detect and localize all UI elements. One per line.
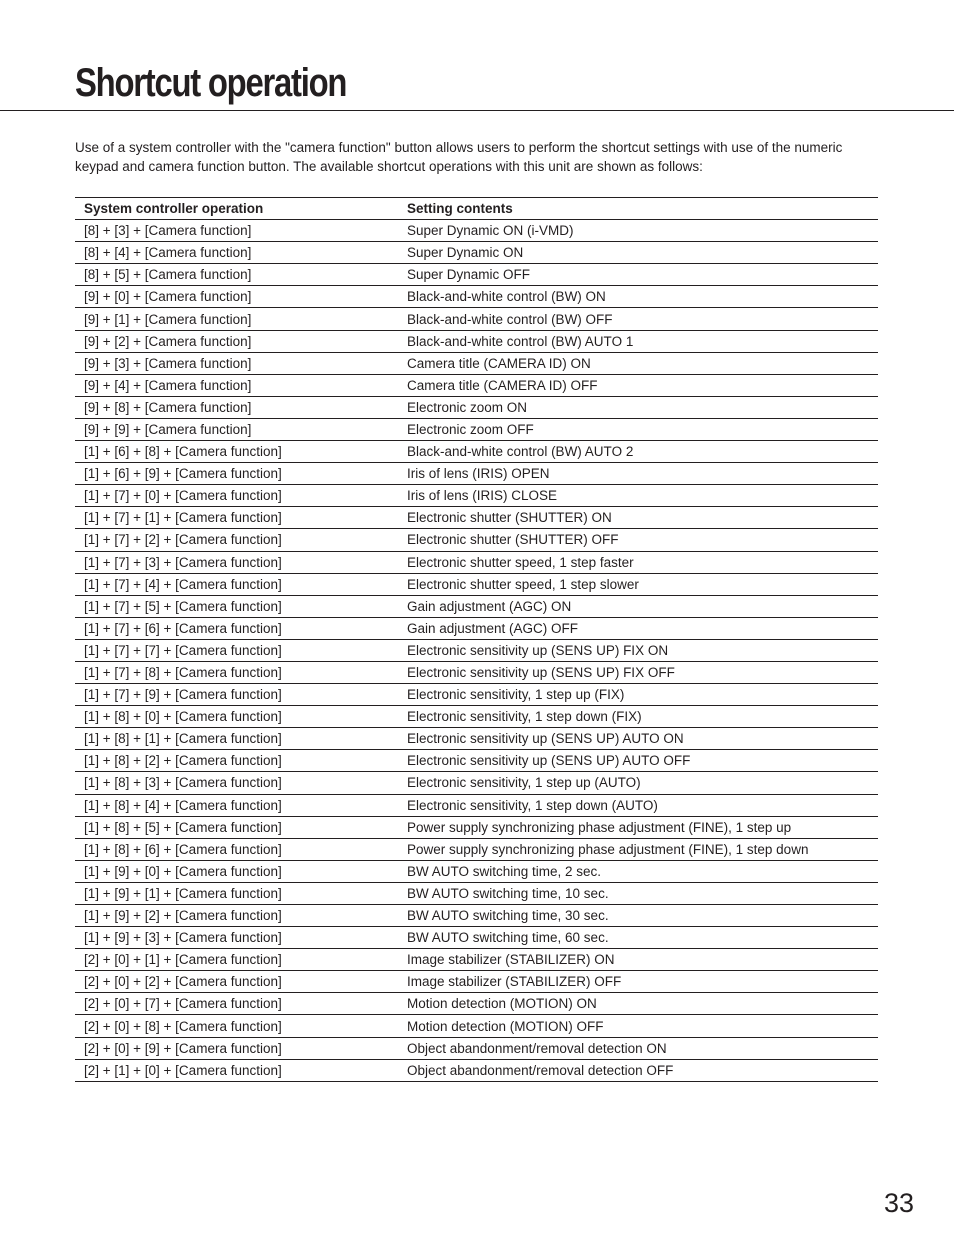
setting-cell: Electronic sensitivity up (SENS UP) AUTO OFF: [398, 750, 878, 772]
table-row: [75, 485, 878, 507]
setting-cell: Electronic sensitivity, 1 step up (FIX): [398, 684, 878, 706]
table-row: [75, 838, 878, 860]
operation-cell: [2] + [0] + [9] + [Camera function]: [75, 1037, 398, 1059]
table-row: [75, 1015, 878, 1037]
table-row: [75, 949, 878, 971]
operation-cell: [1] + [7] + [2] + [Camera function]: [75, 529, 398, 551]
setting-cell: Black-and-white control (BW) OFF: [398, 308, 878, 330]
table-row: [75, 684, 878, 706]
operation-cell: [9] + [8] + [Camera function]: [75, 396, 398, 418]
table-row: [75, 639, 878, 661]
table-row: [75, 330, 878, 352]
table-row: [75, 573, 878, 595]
column-header-operation: System controller operation: [75, 198, 398, 220]
setting-cell: Black-and-white control (BW) AUTO 1: [398, 330, 878, 352]
setting-cell: Motion detection (MOTION) ON: [398, 993, 878, 1015]
table-row: [75, 617, 878, 639]
operation-cell: [9] + [3] + [Camera function]: [75, 352, 398, 374]
setting-cell: Electronic sensitivity, 1 step down (FIX): [398, 706, 878, 728]
operation-cell: [1] + [9] + [3] + [Camera function]: [75, 927, 398, 949]
table-row: [75, 905, 878, 927]
operation-cell: [1] + [7] + [1] + [Camera function]: [75, 507, 398, 529]
operation-cell: [1] + [7] + [0] + [Camera function]: [75, 485, 398, 507]
table-row: [75, 927, 878, 949]
setting-cell: BW AUTO switching time, 60 sec.: [398, 927, 878, 949]
operation-cell: [9] + [4] + [Camera function]: [75, 374, 398, 396]
table-row: [75, 1059, 878, 1081]
table-row: [75, 286, 878, 308]
operation-cell: [1] + [8] + [1] + [Camera function]: [75, 728, 398, 750]
setting-cell: Super Dynamic OFF: [398, 264, 878, 286]
operation-cell: [9] + [9] + [Camera function]: [75, 418, 398, 440]
setting-cell: Iris of lens (IRIS) OPEN: [398, 463, 878, 485]
setting-cell: Electronic shutter (SHUTTER) ON: [398, 507, 878, 529]
setting-cell: Electronic sensitivity up (SENS UP) AUTO ON: [398, 728, 878, 750]
setting-cell: Power supply synchronizing phase adjustment (FINE), 1 step down: [398, 838, 878, 860]
operation-cell: [1] + [9] + [2] + [Camera function]: [75, 905, 398, 927]
setting-cell: Image stabilizer (STABILIZER) OFF: [398, 971, 878, 993]
setting-cell: Electronic zoom ON: [398, 396, 878, 418]
setting-cell: Object abandonment/removal detection ON: [398, 1037, 878, 1059]
setting-cell: Iris of lens (IRIS) CLOSE: [398, 485, 878, 507]
operation-cell: [1] + [8] + [3] + [Camera function]: [75, 772, 398, 794]
operation-cell: [2] + [0] + [1] + [Camera function]: [75, 949, 398, 971]
setting-cell: BW AUTO switching time, 30 sec.: [398, 905, 878, 927]
setting-cell: Gain adjustment (AGC) ON: [398, 595, 878, 617]
table-row: [75, 706, 878, 728]
setting-cell: Electronic shutter speed, 1 step slower: [398, 573, 878, 595]
operation-cell: [9] + [2] + [Camera function]: [75, 330, 398, 352]
operation-cell: [2] + [0] + [8] + [Camera function]: [75, 1015, 398, 1037]
page-number: 33: [883, 1188, 914, 1218]
operation-cell: [9] + [0] + [Camera function]: [75, 286, 398, 308]
operation-cell: [1] + [8] + [6] + [Camera function]: [75, 838, 398, 860]
setting-cell: Electronic sensitivity, 1 step down (AUTO): [398, 794, 878, 816]
table-row: [75, 529, 878, 551]
table-row: [75, 993, 878, 1015]
setting-cell: Image stabilizer (STABILIZER) ON: [398, 949, 878, 971]
operation-cell: [1] + [7] + [5] + [Camera function]: [75, 595, 398, 617]
operation-cell: [1] + [7] + [8] + [Camera function]: [75, 661, 398, 683]
table-row: [75, 971, 878, 993]
operation-cell: [8] + [4] + [Camera function]: [75, 242, 398, 264]
operation-cell: [1] + [9] + [1] + [Camera function]: [75, 882, 398, 904]
setting-cell: Electronic zoom OFF: [398, 418, 878, 440]
setting-cell: Electronic sensitivity, 1 step up (AUTO): [398, 772, 878, 794]
operation-cell: [1] + [6] + [8] + [Camera function]: [75, 441, 398, 463]
operation-cell: [1] + [7] + [9] + [Camera function]: [75, 684, 398, 706]
operation-cell: [1] + [7] + [7] + [Camera function]: [75, 639, 398, 661]
table-row: [75, 352, 878, 374]
table-row: [75, 308, 878, 330]
table-row: [75, 1037, 878, 1059]
table-row: [75, 463, 878, 485]
setting-cell: Black-and-white control (BW) AUTO 2: [398, 441, 878, 463]
operation-cell: [1] + [8] + [2] + [Camera function]: [75, 750, 398, 772]
table-row: [75, 396, 878, 418]
operation-cell: [1] + [7] + [6] + [Camera function]: [75, 617, 398, 639]
setting-cell: Electronic shutter speed, 1 step faster: [398, 551, 878, 573]
setting-cell: BW AUTO switching time, 10 sec.: [398, 882, 878, 904]
operation-cell: [2] + [0] + [2] + [Camera function]: [75, 971, 398, 993]
setting-cell: Object abandonment/removal detection OFF: [398, 1059, 878, 1081]
operation-cell: [1] + [9] + [0] + [Camera function]: [75, 860, 398, 882]
setting-cell: Motion detection (MOTION) OFF: [398, 1015, 878, 1037]
setting-cell: Super Dynamic ON: [398, 242, 878, 264]
table-row: [75, 264, 878, 286]
table-row: [75, 728, 878, 750]
table-row: [75, 772, 878, 794]
table-row: [75, 220, 878, 242]
operation-cell: [1] + [8] + [0] + [Camera function]: [75, 706, 398, 728]
operation-cell: [9] + [1] + [Camera function]: [75, 308, 398, 330]
table-row: [75, 750, 878, 772]
table-row: [75, 551, 878, 573]
column-header-setting: Setting contents: [398, 198, 878, 220]
shortcut-table: [75, 197, 878, 1082]
setting-cell: Gain adjustment (AGC) OFF: [398, 617, 878, 639]
page-title: Shortcut operation: [75, 61, 347, 105]
table-header-row: [75, 198, 878, 220]
setting-cell: Electronic sensitivity up (SENS UP) FIX ON: [398, 639, 878, 661]
operation-cell: [1] + [7] + [3] + [Camera function]: [75, 551, 398, 573]
setting-cell: Electronic sensitivity up (SENS UP) FIX OFF: [398, 661, 878, 683]
setting-cell: Black-and-white control (BW) ON: [398, 286, 878, 308]
setting-cell: Electronic shutter (SHUTTER) OFF: [398, 529, 878, 551]
table-row: [75, 242, 878, 264]
operation-cell: [8] + [3] + [Camera function]: [75, 220, 398, 242]
table-row: [75, 441, 878, 463]
operation-cell: [2] + [1] + [0] + [Camera function]: [75, 1059, 398, 1081]
intro-paragraph: Use of a system controller with the "camera function" button allows users to perform the shortcut settings with use of the numeric keypad and camera function button. The available shortcut operations with this unit are shown as follows:: [75, 140, 843, 174]
setting-cell: BW AUTO switching time, 2 sec.: [398, 860, 878, 882]
table-row: [75, 816, 878, 838]
table-row: [75, 860, 878, 882]
setting-cell: Camera title (CAMERA ID) ON: [398, 352, 878, 374]
table-row: [75, 507, 878, 529]
setting-cell: Super Dynamic ON (i-VMD): [398, 220, 878, 242]
operation-cell: [1] + [8] + [4] + [Camera function]: [75, 794, 398, 816]
operation-cell: [1] + [6] + [9] + [Camera function]: [75, 463, 398, 485]
table-row: [75, 374, 878, 396]
title-divider: [0, 110, 954, 111]
operation-cell: [1] + [7] + [4] + [Camera function]: [75, 573, 398, 595]
table-row: [75, 661, 878, 683]
operation-cell: [1] + [8] + [5] + [Camera function]: [75, 816, 398, 838]
table-row: [75, 882, 878, 904]
operation-cell: [2] + [0] + [7] + [Camera function]: [75, 993, 398, 1015]
table-row: [75, 418, 878, 440]
setting-cell: Power supply synchronizing phase adjustment (FINE), 1 step up: [398, 816, 878, 838]
table-body: [75, 220, 878, 1082]
operation-cell: [8] + [5] + [Camera function]: [75, 264, 398, 286]
table-row: [75, 794, 878, 816]
setting-cell: Camera title (CAMERA ID) OFF: [398, 374, 878, 396]
table-row: [75, 595, 878, 617]
